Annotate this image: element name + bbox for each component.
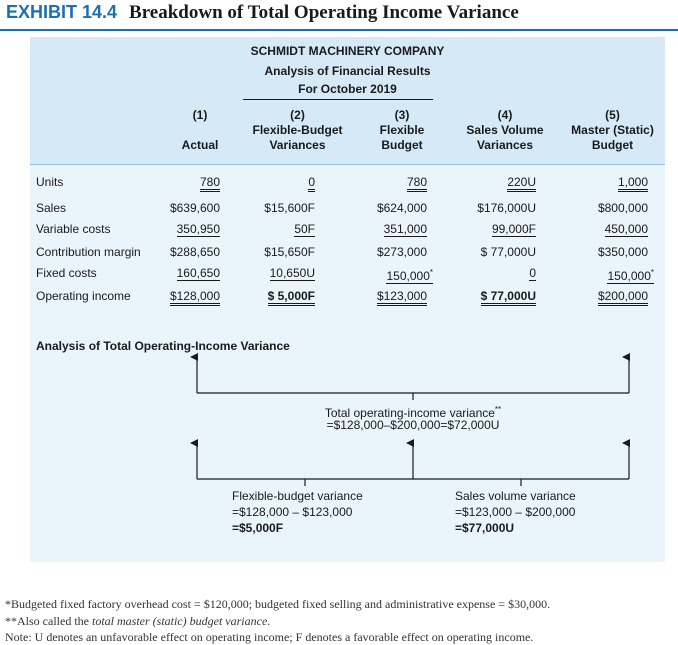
- cell-oi-flex-budget: $123,000: [377, 289, 427, 306]
- col-line2: Actual: [181, 138, 219, 152]
- sales-variance-result: =$77,000U: [455, 521, 515, 535]
- cell-varcost-actual: 350,950: [176, 222, 220, 236]
- cell-cm-sales-vol: $ 77,000U: [480, 245, 536, 259]
- flex-variance-result: =$5,000F: [232, 521, 284, 535]
- total-variance-marker: **: [494, 405, 502, 414]
- cell-varcost-flex-var: 50F: [294, 222, 315, 236]
- cell-sales-actual: $639,600: [169, 201, 220, 215]
- cell-sales-master: $800,000: [597, 201, 648, 215]
- footnote-2: [5, 614, 270, 629]
- sales-variance-label: Sales volume variance: [455, 489, 576, 503]
- cell-fixed-flex-budget: 150,000: [386, 269, 430, 283]
- flex-variance-label: Flexible-budget variance: [232, 489, 363, 503]
- cell-varcost-sales-vol: 99,000F: [491, 222, 536, 236]
- row-label-operating-income: Operating income: [36, 289, 131, 303]
- exhibit-label: EXHIBIT 14.4: [6, 2, 118, 22]
- cell-cm-actual: $288,650: [169, 245, 220, 259]
- cell-units-sales-vol: 220U: [507, 175, 536, 192]
- exhibit-title: Breakdown of Total Operating Income Variance: [129, 2, 519, 23]
- row-label-contribution-margin: Contribution margin: [36, 245, 141, 259]
- cell-cm-flex-var: $15,650F: [264, 245, 315, 259]
- cell-fixed-sales-vol: 0: [529, 266, 536, 280]
- cell-sales-sales-vol: $176,000U: [477, 201, 536, 215]
- row-label-sales: Sales: [36, 201, 67, 215]
- total-variance-text: Total operating-income variance: [324, 406, 495, 420]
- cell-units-actual: 780: [200, 175, 220, 192]
- report-title: Analysis of Financial Results: [264, 64, 431, 78]
- col-num: (2): [290, 108, 305, 122]
- cell-units-flex-budget: 780: [407, 175, 427, 192]
- col-num: (3): [394, 108, 410, 122]
- cell-varcost-flex-budget: 351,000: [383, 222, 427, 236]
- cell-fixed-actual: 160,650: [176, 266, 220, 280]
- cell-fixed-master: 150,000: [607, 269, 651, 283]
- report-period: For October 2019: [298, 82, 397, 96]
- cell-fixed-flex-var: 10,650U: [269, 266, 315, 280]
- cell-sales-flex-var: $15,600F: [264, 201, 315, 215]
- cell-cm-master: $350,000: [597, 245, 648, 259]
- footnote-1: *Budgeted fixed factory overhead cost = $120,000; budgeted fixed selling and administrative expense = $30,000.: [5, 597, 551, 611]
- footnote-marker: *: [650, 268, 654, 277]
- cell-oi-actual: $128,000: [170, 289, 220, 306]
- sales-variance-calc: =$123,000 – $200,000: [455, 505, 576, 519]
- footnote-marker: *: [429, 268, 433, 277]
- analysis-title: Analysis of Total Operating-Income Variance: [36, 339, 290, 353]
- col-line2: Variances: [269, 138, 326, 152]
- flex-variance-calc: =$128,000 – $123,000: [232, 505, 353, 519]
- col-line2: Budget: [591, 138, 634, 152]
- col-line2: Budget: [381, 138, 423, 152]
- footnote-3: Note: U denotes an unfavorable effect on operating income; F denotes a favorable effect on operating income.: [5, 630, 534, 644]
- col-line1: Sales Volume: [466, 123, 544, 137]
- cell-sales-flex-budget: $624,000: [376, 201, 427, 215]
- cell-cm-flex-budget: $273,000: [376, 245, 427, 259]
- col-line1: Flexible: [379, 123, 425, 137]
- cell-units-master: 1,000: [618, 175, 648, 192]
- row-label-fixed-costs: Fixed costs: [36, 266, 97, 280]
- col-line2: Variances: [476, 138, 534, 152]
- col-line1: Master (Static): [571, 123, 654, 137]
- col-line1: Flexible-Budget: [252, 123, 343, 137]
- cell-units-flex-var: 0: [308, 175, 315, 192]
- row-label-units: Units: [36, 175, 64, 189]
- company-name: SCHMIDT MACHINERY COMPANY: [250, 44, 445, 58]
- col-num: (4): [497, 108, 513, 122]
- cell-oi-flex-var: $ 5,000F: [268, 289, 315, 306]
- cell-oi-master: $200,000: [598, 289, 648, 306]
- total-variance-calc: =$128,000–$200,000=$72,000U: [326, 418, 500, 432]
- cell-oi-sales-vol: $ 77,000U: [481, 289, 536, 306]
- footnote-2-suffix: .: [267, 614, 271, 628]
- cell-varcost-master: 450,000: [604, 222, 648, 236]
- row-label-variable-costs: Variable costs: [36, 222, 111, 236]
- footnote-2-emphasis: total master (static) budget variance: [91, 614, 268, 628]
- col-num: (5): [605, 108, 620, 122]
- col-num: (1): [192, 108, 208, 122]
- footnote-2-prefix: **Also called the: [5, 614, 92, 628]
